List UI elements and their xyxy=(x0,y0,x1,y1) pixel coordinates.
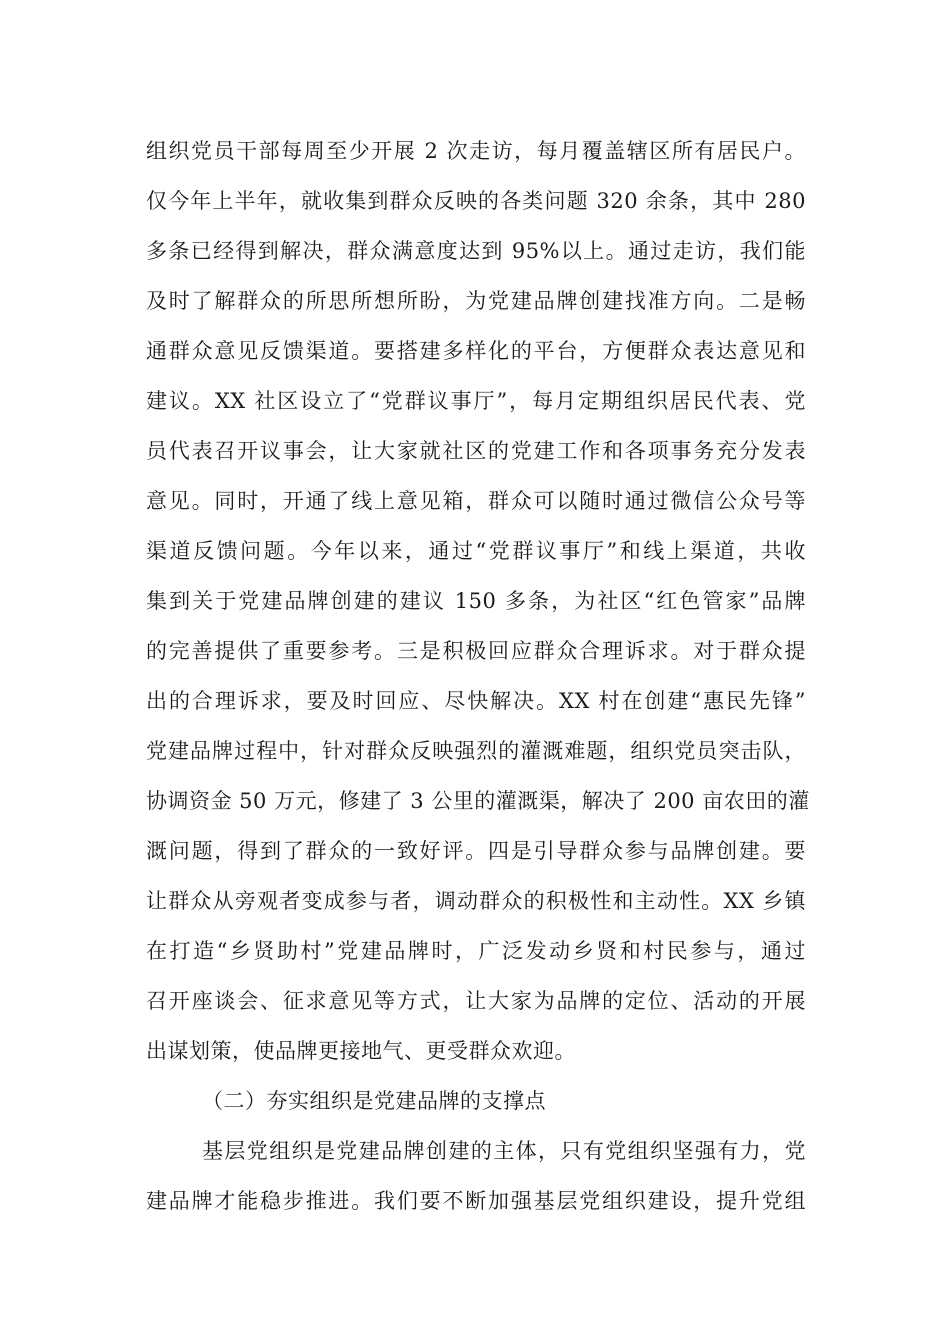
text-line: 组织党员干部每周至少开展 2 次走访，每月覆盖辖区所有居民户。 xyxy=(146,139,806,163)
text-line: 溉问题，得到了群众的一致好评。四是引导群众参与品牌创建。要 xyxy=(146,839,806,863)
text-line: 的完善提供了重要参考。三是积极回应群众合理诉求。对于群众提 xyxy=(146,639,806,663)
text-line: 协调资金 50 万元，修建了 3 公里的灌溉渠，解决了 200 亩农田的灌 xyxy=(146,789,810,813)
text-line: 让群众从旁观者变成参与者，调动群众的积极性和主动性。XX 乡镇 xyxy=(146,889,806,913)
text-line: 通群众意见反馈渠道。要搭建多样化的平台，方便群众表达意见和 xyxy=(146,339,806,363)
text-line: 党建品牌过程中，针对群众反映强烈的灌溉难题，组织党员突击队， xyxy=(146,739,806,763)
text-line: 集到关于党建品牌创建的建议 150 多条，为社区“红色管家”品牌 xyxy=(146,589,806,613)
text-line: 出的合理诉求，要及时回应、尽快解决。XX 村在创建“惠民先锋” xyxy=(146,689,806,713)
text-line: 员代表召开议事会，让大家就社区的党建工作和各项事务充分发表 xyxy=(146,439,806,463)
text-line: 出谋划策，使品牌更接地气、更受群众欢迎。 xyxy=(146,1039,576,1063)
text-line: 在打造“乡贤助村”党建品牌时，广泛发动乡贤和村民参与，通过 xyxy=(146,939,806,963)
text-line: 多条已经得到解决，群众满意度达到 95%以上。通过走访，我们能 xyxy=(146,239,806,263)
text-line: 及时了解群众的所思所想所盼，为党建品牌创建找准方向。二是畅 xyxy=(146,289,806,313)
text-line: 基层党组织是党建品牌创建的主体，只有党组织坚强有力，党 xyxy=(202,1139,806,1163)
text-line: 建品牌才能稳步推进。我们要不断加强基层党组织建设，提升党组 xyxy=(146,1189,806,1213)
section-heading: （二）夯实组织是党建品牌的支撑点 xyxy=(202,1089,546,1113)
text-line: 渠道反馈问题。今年以来，通过“党群议事厅”和线上渠道，共收 xyxy=(146,539,806,563)
text-line: 建议。XX 社区设立了“党群议事厅”，每月定期组织居民代表、党 xyxy=(146,389,806,413)
text-line: 意见。同时，开通了线上意见箱，群众可以随时通过微信公众号等 xyxy=(146,489,806,513)
text-line: 召开座谈会、征求意见等方式，让大家为品牌的定位、活动的开展 xyxy=(146,989,806,1013)
text-line: 仅今年上半年，就收集到群众反映的各类问题 320 余条，其中 280 xyxy=(146,189,806,213)
